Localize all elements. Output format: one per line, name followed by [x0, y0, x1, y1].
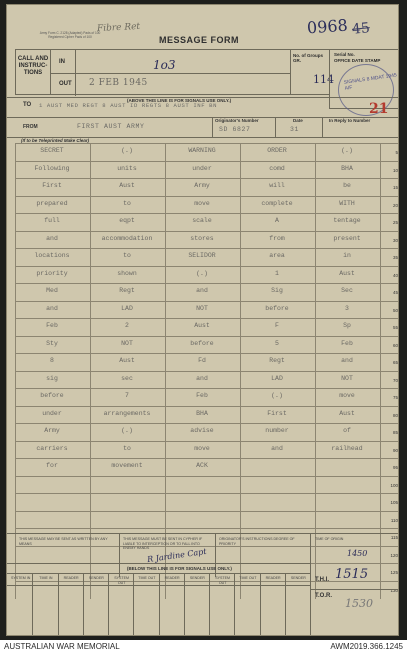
originator-instructions-label: ORIGINATOR'S INSTRUCTIONS DEGREE OF PRIORITY [219, 537, 295, 546]
row-number: 30 [392, 237, 398, 243]
grid-cell: before [190, 339, 214, 347]
grid-cell: First [267, 409, 287, 417]
divider [159, 573, 160, 636]
grid-cell: move [194, 199, 210, 207]
footer-column-header: READER [164, 576, 180, 580]
footer-column-header: READER [265, 576, 281, 580]
date-label: Date [293, 118, 303, 123]
row-number: 60 [392, 342, 398, 348]
grid-cell: and [196, 287, 208, 294]
office-date-stamp-label: OFFICE DATE STAMP [334, 58, 381, 63]
divider [7, 533, 399, 534]
grid-cell: before [40, 392, 64, 399]
grid-cell: to [123, 252, 131, 259]
in-reply-to-label: In Reply to Number [329, 118, 371, 123]
from-value: FIRST AUST ARMY [77, 123, 145, 130]
grid-cell: BHA [341, 164, 353, 172]
writing-note: (If to be Teleprinted Make Clear) [21, 138, 90, 143]
grid-row [15, 301, 399, 319]
grid-cell: area [269, 252, 285, 259]
grid-cell: SELIDOR [188, 252, 216, 259]
grid-cell: Feb [46, 322, 58, 329]
row-number: 5 [395, 150, 398, 155]
divider [51, 73, 291, 74]
grid-cell: F [275, 322, 279, 329]
grid-cell: (.) [121, 427, 133, 434]
grid-row [15, 493, 399, 511]
grid-cell: under [192, 164, 212, 172]
footer-column-header: TIME OUT [138, 576, 156, 580]
grid-row [15, 458, 399, 476]
groups-box: No. of Groups GR. [291, 49, 329, 95]
row-number: 75 [392, 395, 398, 400]
accession-number: AWM2019.366.1245 [330, 642, 403, 651]
signature: R Jardine Capt [146, 546, 208, 565]
grid-cell: sig [46, 374, 58, 382]
grid-row [15, 476, 399, 494]
grid-cell: Regt [269, 357, 285, 364]
grid-cell: Med [46, 287, 58, 294]
grid-cell: to [123, 444, 131, 452]
footer-column-header: SENDER [189, 576, 205, 580]
divider [7, 563, 310, 564]
grid-cell: present [333, 234, 361, 242]
message-form [6, 4, 399, 636]
grid-row [15, 318, 399, 336]
grid-cell: Aust [194, 322, 210, 329]
footer-column-header: TIME IN [39, 576, 53, 580]
grid-cell: number [265, 427, 289, 434]
grid-row [15, 231, 399, 249]
grid-cell: ACK [196, 462, 208, 469]
footer-column-header: SENDER [290, 576, 306, 580]
grid-cell: WITH [339, 199, 355, 207]
grid-cell: Fd [198, 357, 206, 364]
grid-cell: Sp [343, 322, 351, 329]
divider [83, 573, 84, 636]
grid-cell: sec [121, 374, 133, 382]
grid-row [15, 248, 399, 266]
grid-cell: full [44, 217, 60, 224]
thi-value: 1515 [335, 567, 369, 582]
grid-cell: and [341, 357, 353, 364]
row-number: 70 [392, 377, 398, 383]
grid-cell: Aust [339, 269, 355, 277]
row-number: 85 [392, 430, 398, 435]
grid-cell: NOT [121, 339, 133, 347]
grid-cell: Sec [341, 287, 353, 294]
grid-cell: 1 [275, 269, 279, 277]
cypher-label: THIS MESSAGE MUST BE SENT IN CYPHER IF LIABLE TO INTERCEPTION OR TO FALL INTO ENEMY HANDS [123, 537, 203, 550]
grid-cell: under [42, 409, 62, 417]
divider [260, 573, 261, 636]
office-date-stamp-box [329, 49, 399, 109]
grid-cell: arrangements [103, 409, 151, 417]
grid-cell: (.) [341, 147, 353, 154]
divider [7, 585, 310, 586]
grid-cell: A [275, 217, 279, 224]
grid-row [15, 441, 399, 459]
divider [209, 573, 210, 636]
grid-cell: 8 [50, 357, 54, 364]
grid-cell: prepared [36, 199, 68, 207]
grid-cell: 2 [125, 322, 129, 329]
signals-use-below-note: (BELOW THIS LINE IS FOR SIGNALS USE ONLY.) [127, 566, 232, 571]
grid-row [15, 213, 399, 231]
grid-cell: tentage [333, 217, 361, 224]
pencil-note: Fibre Ret [96, 21, 141, 35]
date-value: 31 [290, 126, 300, 133]
army-form-reference: Army Form C. 2128 (Adapted) Pads of 100 Registered Cipher Pads of 100 [39, 31, 101, 39]
row-number: 115 [390, 535, 398, 540]
originator-number-value: SD 6827 [219, 126, 251, 133]
grid-cell: priority [36, 269, 68, 277]
row-number: 40 [392, 272, 398, 278]
row-number: 65 [392, 360, 398, 365]
grid-cell: scale [192, 217, 212, 224]
row-number: 95 [392, 465, 398, 470]
row-number: 50 [392, 307, 398, 313]
grid-cell: Sig [271, 287, 283, 294]
institution-name: AUSTRALIAN WAR MEMORIAL [4, 642, 120, 651]
grid-cell: shown [117, 269, 137, 277]
time-of-origin-label: TIME OF ORIGIN [315, 537, 344, 541]
grid-cell: (.) [196, 269, 208, 277]
row-number: 125 [390, 570, 398, 575]
row-number: 90 [392, 447, 398, 453]
grid-cell: 5 [275, 339, 279, 347]
serial-no-label: Serial No. [334, 52, 355, 57]
grid-cell: accommodation [101, 234, 153, 242]
grid-cell: from [269, 234, 285, 242]
row-number: 55 [392, 325, 398, 330]
grid-cell: Feb [196, 392, 208, 399]
grid-cell: eqpt [119, 217, 135, 224]
tor-value: 1530 [345, 597, 373, 610]
grid-row [15, 423, 399, 441]
grid-cell: SECRET [40, 147, 64, 154]
grid-cell: and [46, 234, 58, 242]
divider [108, 573, 109, 636]
grid-cell: carriers [36, 444, 68, 452]
grid-cell: LAD [271, 374, 283, 382]
divider [322, 117, 323, 137]
footer-column-header: SYSTEM OUT [114, 576, 130, 585]
thi-label: T.H.I. [315, 577, 330, 583]
footer-column-header: TIME OUT [239, 576, 257, 580]
grid-cell: Regt [119, 287, 135, 294]
from-label: FROM [23, 124, 38, 130]
grid-row [15, 266, 399, 284]
originator-number-label: Originator's Number [215, 118, 259, 123]
grid-cell: move [339, 392, 355, 399]
time-of-origin-value: 1450 [347, 549, 368, 558]
grid-cell: (.) [121, 147, 133, 154]
grid-cell: Aust [119, 357, 135, 364]
grid-cell: advise [190, 427, 214, 434]
out-date-stamp: 2 FEB 1945 [89, 78, 148, 88]
grid-cell: (.) [271, 392, 283, 399]
row-number: 25 [392, 220, 398, 225]
grid-cell: move [194, 444, 210, 452]
divider [119, 533, 120, 577]
grid-cell: Feb [341, 339, 353, 347]
grid-row [15, 178, 399, 196]
stamp-text: SIGNALS 8 MDAT 1945 AIF [343, 72, 398, 92]
grid-row [15, 336, 399, 354]
grid-cell: in [343, 252, 351, 259]
grid-cell: and [46, 304, 58, 312]
form-footer [7, 533, 399, 636]
caption-bar [0, 640, 407, 653]
grid-cell: 3 [345, 304, 349, 312]
grid-cell: Aust [339, 409, 355, 417]
grid-cell: railhead [331, 444, 363, 452]
as-written-label: THIS MESSAGE MAY BE SENT AS WRITTEN BY ANY MEANS [19, 537, 108, 546]
grid-cell: Army [44, 427, 60, 434]
grid-cell: complete [261, 199, 293, 207]
out-label: OUT [59, 81, 72, 87]
grid-cell: Following [34, 164, 70, 172]
footer-column-header: SYSTEM IN [10, 576, 31, 580]
divider [310, 589, 399, 590]
divider [133, 573, 134, 636]
grid-cell: Aust [119, 182, 135, 189]
grid-cell: NOT [341, 374, 353, 382]
grid-row [15, 353, 399, 371]
grid-row [15, 283, 399, 301]
signals-use-note: (ABOVE THIS LINE IS FOR SIGNALS USE ONLY.) [127, 98, 232, 103]
grid-cell: stores [190, 234, 214, 242]
to-label: TO [23, 102, 32, 108]
grid-cell: 7 [125, 392, 129, 399]
grid-row [15, 196, 399, 214]
grid-cell: WARNING [188, 147, 216, 154]
grid-row [15, 406, 399, 424]
groups-value: 114 [313, 73, 334, 86]
grid-cell: Sty [46, 339, 58, 347]
grid-row [15, 143, 399, 161]
grid-cell: locations [34, 252, 70, 259]
footer-column-header: SYSTEM OUT [215, 576, 231, 585]
in-out-box [51, 49, 291, 95]
form-header [7, 5, 399, 97]
grid-row [15, 388, 399, 406]
row-number: 20 [392, 202, 398, 208]
grid-cell: be [343, 182, 351, 189]
grid-cell: LAD [121, 304, 133, 312]
grid-cell: for [46, 462, 58, 469]
divider [310, 533, 311, 636]
grid-row [15, 371, 399, 389]
grid-cell: Army [194, 182, 210, 189]
grid-cell: before [265, 304, 289, 312]
divider [184, 573, 185, 636]
divider [212, 117, 213, 137]
in-label: IN [59, 59, 65, 65]
in-value: 1o3 [153, 58, 176, 72]
grid-cell: to [123, 199, 131, 207]
grid-cell: comd [269, 164, 285, 172]
divider [234, 573, 235, 636]
row-number: 100 [390, 482, 398, 488]
tor-label: T.O.R. [315, 593, 333, 599]
row-number: 10 [392, 167, 398, 173]
row-number: 80 [392, 412, 398, 418]
call-instructions-box: CALL AND INSTRUC-TIONS [15, 49, 51, 95]
row-number: 130 [390, 587, 398, 593]
form-title: MESSAGE FORM [159, 35, 240, 45]
divider [285, 573, 286, 636]
to-addressees: 1 AUST MED REGT 8 AUST ID REGTS 8 AUST INF BN [39, 102, 218, 109]
grid-cell: BHA [196, 409, 208, 417]
row-number: 15 [392, 185, 398, 190]
divider [32, 573, 33, 636]
footer-column-header: SENDER [88, 576, 104, 580]
grid-row [15, 161, 399, 179]
grid-row [15, 511, 399, 529]
serial-number-crossed: 45 [351, 20, 371, 38]
row-number: 105 [390, 500, 398, 505]
footer-column-header: READER [63, 576, 79, 580]
divider [58, 573, 59, 636]
divider [275, 117, 276, 137]
grid-cell: units [117, 164, 137, 172]
serial-number-handwritten: 0968 [306, 15, 349, 38]
grid-cell: movement [111, 462, 143, 469]
row-number: 35 [392, 255, 398, 260]
red-pencil-mark: 21 [369, 101, 389, 117]
row-number: 120 [390, 552, 398, 558]
grid-cell: of [343, 427, 351, 434]
row-number: 110 [390, 517, 398, 523]
grid-cell: NOT [196, 304, 208, 312]
row-number: 45 [392, 290, 398, 295]
grid-cell: First [42, 182, 62, 189]
grid-cell: and [196, 374, 208, 382]
grid-cell: will [269, 182, 285, 189]
grid-cell: ORDER [267, 147, 287, 154]
grid-cell: and [271, 444, 283, 452]
